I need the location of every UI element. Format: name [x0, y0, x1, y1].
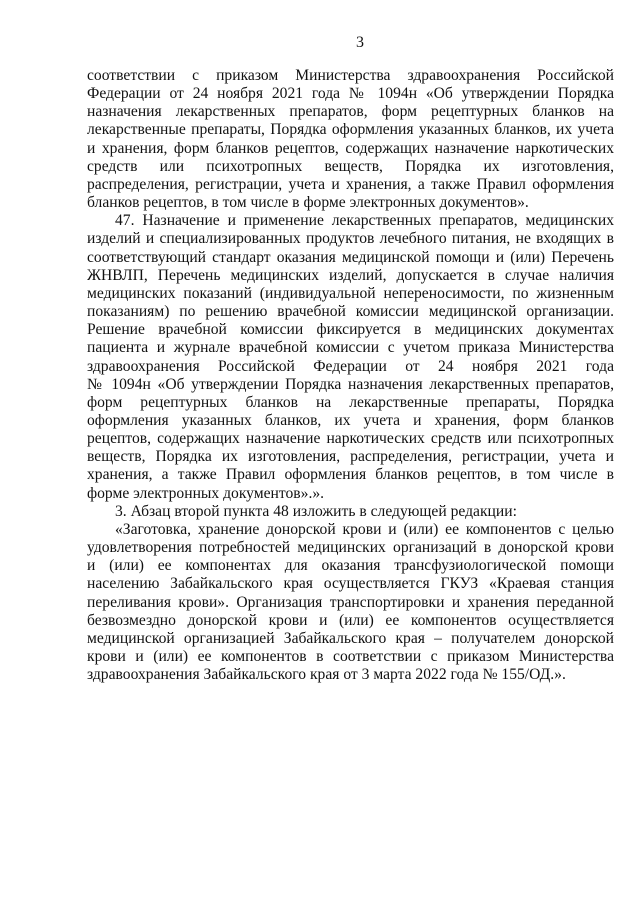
text-line: безвозмездно донорской крови и (или) ее компонентов осуществляется [87, 611, 614, 629]
text-line: соответствующий стандарт оказания медицинской помощи и (или) Перечень [87, 248, 614, 266]
text-line: и хранения, форм бланков рецептов, содержащих назначение наркотических [87, 139, 614, 157]
text-line: рецептов, содержащих назначение наркотических средств или психотропных [87, 430, 614, 448]
text-line: населению Забайкальского края осуществляется ГКУЗ «Краевая станция [87, 575, 614, 593]
paragraph [87, 503, 614, 521]
text-line: хранения, а также Правил оформления бланков рецептов, в том числе в [87, 466, 614, 484]
text-line: медицинской организацией Забайкальского края – получателем донорской [87, 629, 614, 647]
text-line: Федерации от 24 ноября 2021 года № 1094н «Об утверждении Порядка [87, 85, 614, 103]
text-line: средств или психотропных веществ, Порядка их изготовления, [87, 157, 614, 175]
text-line: лекарственные препараты, Порядка оформления указанных бланков, их учета [87, 121, 614, 139]
text-line: переливания крови». Организация транспортировки и хранения переданной [87, 593, 614, 611]
text-line: удовлетворения потребностей медицинских организаций в донорской крови [87, 539, 614, 557]
text-line: показаниям) по решению врачебной комиссии медицинской организации. [87, 303, 614, 321]
text-line: веществ, Порядка их изготовления, распределения, регистрации, учета и [87, 448, 614, 466]
text-line: № 1094н «Об утверждении Порядка назначения лекарственных препаратов, [87, 375, 614, 393]
paragraph [87, 212, 614, 503]
text-line: здравоохранения Забайкальского края от 3 марта 2022 года № 155/ОД.». [87, 666, 566, 684]
paragraph [87, 521, 614, 684]
text-line: бланков рецептов, в том числе в форме электронных документов». [87, 194, 529, 212]
text-line: форме электронных документов».». [87, 484, 325, 502]
text-line: изделий и специализированных продуктов лечебного питания, не входящих в [87, 230, 614, 248]
text-line: соответствии с приказом Министерства здравоохранения Российской [87, 67, 614, 84]
paragraph [87, 67, 614, 212]
text-line: медицинских показаний (индивидуальной непереносимости, по жизненным [87, 284, 614, 302]
document-body [87, 67, 614, 684]
text-line: ЖНВЛП, Перечень медицинских изделий, допускается в случае наличия [87, 266, 614, 284]
text-line: здравоохранения Российской Федерации от 24 ноября 2021 года [87, 357, 614, 375]
text-line: Решение врачебной комиссии фиксируется в медицинских документах [87, 321, 614, 339]
text-line: форм рецептурных бланков на лекарственные препараты, Порядка [87, 393, 614, 411]
text-line: крови и (или) ее компонентов в соответствии с приказом Министерства [87, 648, 614, 665]
text-line: назначения лекарственных препаратов, форм рецептурных бланков на [87, 103, 614, 121]
text-line: «Заготовка, хранение донорской крови и (или) ее компонентов с целью [115, 520, 614, 538]
text-line: оформления указанных бланков, их учета и хранения, форм бланков [87, 411, 614, 429]
text-line: 3. Абзац второй пункта 48 изложить в следующей редакции: [115, 502, 517, 520]
text-line: и (или) ее компонентах для оказания трансфузиологической помощи [87, 557, 614, 575]
text-line: 47. Назначение и применение лекарственных препаратов, медицинских [115, 212, 614, 230]
text-line: пациента и журнале врачебной комиссии с учетом приказа Министерства [87, 339, 614, 357]
page-number: 3 [356, 34, 364, 51]
text-line: распределения, регистрации, учета и хранения, а также Правил оформления [87, 175, 614, 193]
